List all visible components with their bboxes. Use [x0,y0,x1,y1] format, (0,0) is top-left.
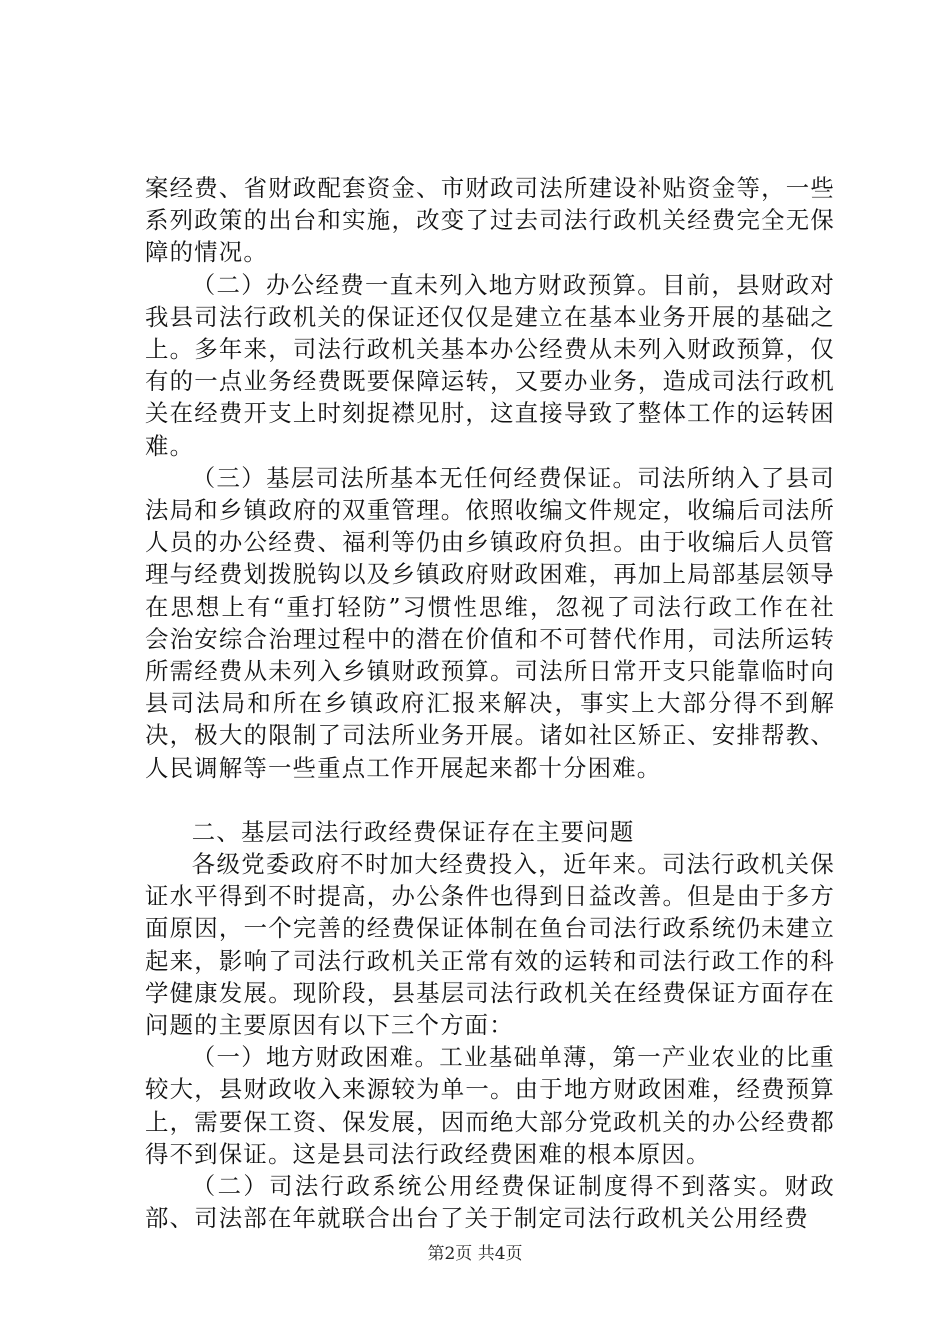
paragraph: 各级党委政府不时加大经费投入，近年来。司法行政机关保证水平得到不时提高，办公条件也得到日益改善。但是由于多方面原因，一个完善的经费保证体制在鱼台司法行政系统仍未建立起来，影响了司法行政机关正常有效的运转和司法行政工作的科学健康发展。现阶段，县基层司法行政机关在经费保证方面存在问题的主要原因有以下三个方面： [145,850,835,1040]
paragraph: （二）办公经费一直未列入地方财政预算。目前，县财政对我县司法行政机关的保证还仅仅是建立在基本业务开展的基础之上。多年来，司法行政机关基本办公经费从未列入财政预算，仅有的一点业务经费既要保障运转，又要办业务，造成司法行政机关在经费开支上时刻捉襟见肘，这直接导致了整体工作的运转困难。 [145,270,835,460]
section-heading: 二、基层司法行政经费保证存在主要问题 [191,817,635,846]
paragraph: （一）地方财政困难。工业基础单薄，第一产业农业的比重较大，县财政收入来源较为单一。由于地方财政困难，经费预算上，需要保工资、保发展，因而绝大部分党政机关的办公经费都得不到保证。这是县司法行政经费困难的根本原因。 [145,1043,835,1168]
document-body [145,172,835,1235]
paragraph: （三）基层司法所基本无任何经费保证。司法所纳入了县司法局和乡镇政府的双重管理。依照收编文件规定，收编后司法所人员的办公经费、福利等仍由乡镇政府负担。由于收编后人员管理与经费划拨脱钩以及乡镇政府财政困难，再加上局部基层领导在思想上有“重打轻防”习惯性思维，忽视了司法行政工作在社会治安综合治理过程中的潜在价值和不可替代作用，司法所运转所需经费从未列入乡镇财政预算。司法所日常开支只能靠临时向县司法局和所在乡镇政府汇报来解决，事实上大部分得不到解决，极大的限制了司法所业务开展。诸如社区矫正、安排帮教、人民调解等一些重点工作开展起来都十分困难。 [145,463,835,782]
paragraph: （二）司法行政系统公用经费保证制度得不到落实。财政部、司法部在年就联合出台了关于制定司法行政机关公用经费 [145,1172,835,1233]
page-footer [0,1244,950,1264]
paragraph: 案经费、省财政配套资金、市财政司法所建设补贴资金等，一些系列政策的出台和实施，改变了过去司法行政机关经费完全无保障的情况。 [145,174,835,267]
page-number: 第2页 共4页 [427,1244,523,1264]
